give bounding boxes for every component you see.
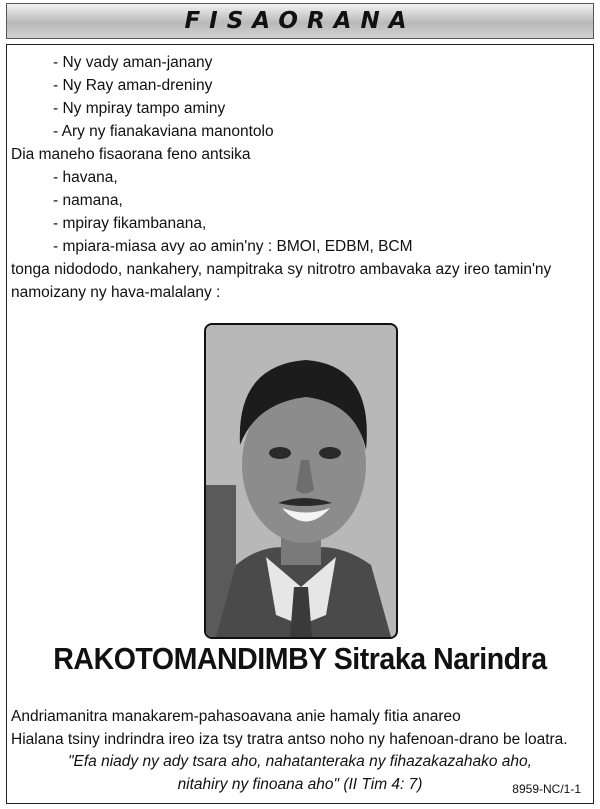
portrait-illustration bbox=[206, 325, 396, 637]
page-title: FISAORANA bbox=[184, 8, 416, 34]
list-item: - Ny mpiray tampo aminy bbox=[53, 100, 226, 117]
closing-line: Hialana tsiny indrindra ireo iza tsy tratra antso noho ny hafenoan-drano be loatra. bbox=[11, 731, 568, 748]
bible-verse: "Efa niady ny ady tsara aho, nahatanteraka ny fihazakazahako aho, bbox=[68, 753, 532, 770]
list-item: - Ary ny fianakaviana manontolo bbox=[53, 123, 274, 140]
thanks-intro: Dia maneho fisaorana feno antsika bbox=[11, 146, 251, 163]
list-item: - namana, bbox=[53, 192, 123, 209]
list-item: - mpiara-miasa avy ao amin'ny : BMOI, EDBM, BCM bbox=[53, 238, 413, 255]
deceased-name: RAKOTOMANDIMBY Sitraka Narindra bbox=[53, 641, 547, 676]
list-item: - havana, bbox=[53, 169, 118, 186]
bible-verse: nitahiry ny finoana aho" (II Tim 4: 7) bbox=[177, 776, 423, 793]
closing-line: Andriamanitra manakarem-pahasoavana anie hamaly fitia anareo bbox=[11, 708, 461, 725]
list-item: - Ny vady aman-janany bbox=[53, 54, 213, 71]
portrait-photo bbox=[204, 323, 398, 639]
header-banner bbox=[6, 3, 594, 39]
list-item: - mpiray fikambanana, bbox=[53, 215, 207, 232]
paragraph-line: tonga nidododo, nankahery, nampitraka sy nitrotro ambavaka azy ireo tamin'ny bbox=[11, 261, 552, 278]
list-item: - Ny Ray aman-dreniny bbox=[53, 77, 213, 94]
notice-frame bbox=[6, 44, 594, 804]
paragraph-line: namoizany ny hava-malalany : bbox=[11, 284, 221, 301]
reference-code: 8959-NC/1-1 bbox=[512, 782, 581, 796]
